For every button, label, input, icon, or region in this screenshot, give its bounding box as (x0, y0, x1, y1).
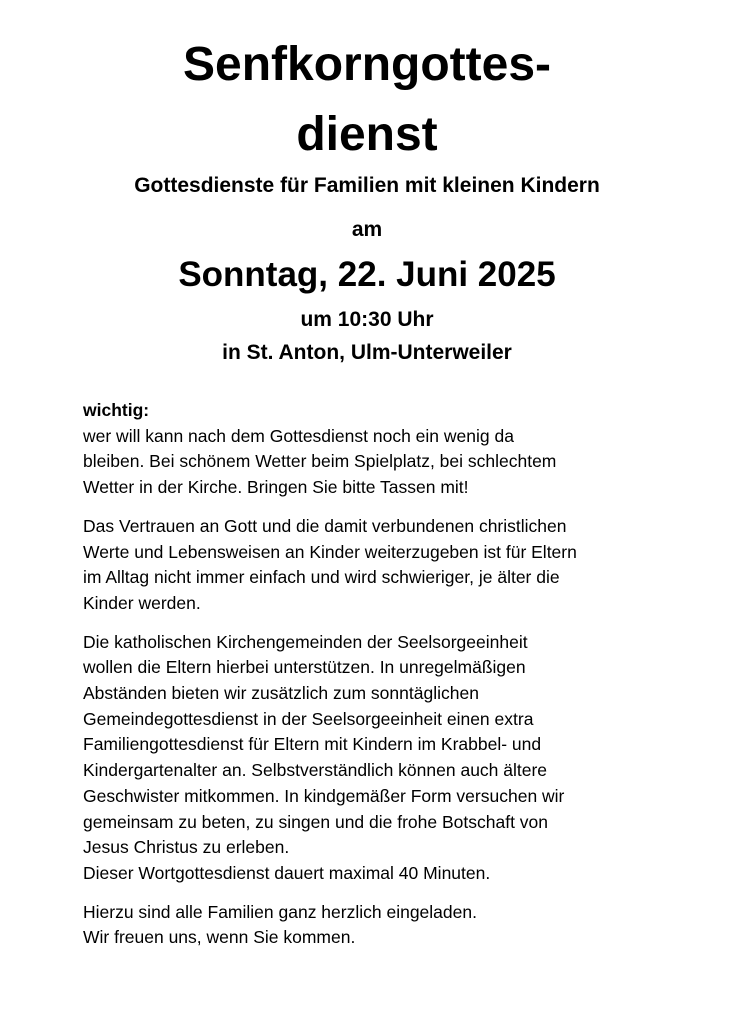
event-location: in St. Anton, Ulm-Unterweiler (222, 341, 512, 364)
paragraph-line: Jesus Christus zu erleben. (83, 837, 290, 858)
paragraph-line: Familiengottesdienst für Eltern mit Kindern im Krabbel- und (83, 734, 542, 755)
closing-paragraph (83, 900, 683, 951)
paragraph-line: Geschwister mitkommen. In kindgemäßer Form versuchen wir (83, 785, 565, 806)
paragraph-line: Abständen bieten wir zusätzlich zum sonntäglichen (83, 683, 479, 704)
paragraph-line: Gemeindegottesdienst in der Seelsorgeeinheit einen extra (83, 708, 534, 729)
body-text (83, 398, 683, 964)
paragraph-line: Kindergartenalter an. Selbstverständlich können auch ältere (83, 760, 548, 781)
closing-line: Wir freuen uns, wenn Sie kommen. (83, 927, 356, 948)
date-prefix: am (351, 218, 383, 241)
notice-paragraph (83, 398, 683, 501)
description-paragraph (83, 630, 683, 887)
paragraph-line: gemeinsam zu beten, zu singen und die frohe Botschaft von (83, 811, 549, 832)
title-line-2: dienst (296, 108, 438, 161)
event-time: um 10:30 Uhr (300, 308, 434, 331)
paragraph-line: im Alltag nicht immer einfach und wird schwieriger, je älter die (83, 567, 560, 588)
notice-label: wichtig: (83, 400, 150, 420)
notice-line: Wetter in der Kirche. Bringen Sie bitte Tassen mit! (83, 477, 469, 498)
event-date: Sonntag, 22. Juni 2025 (178, 255, 556, 294)
notice-line: wer will kann nach dem Gottesdienst noch ein wenig da (83, 425, 514, 446)
paragraph-line: Dieser Wortgottesdienst dauert maximal 40 Minuten. (83, 862, 491, 883)
paragraph-line: wollen die Eltern hierbei unterstützen. In unregelmäßigen (83, 657, 526, 678)
intro-paragraph (83, 514, 683, 617)
paragraph-line: Die katholischen Kirchengemeinden der Seelsorgeeinheit (83, 631, 528, 652)
paragraph-line: Das Vertrauen an Gott und die damit verbundenen christlichen (83, 515, 567, 536)
subtitle: Gottesdienste für Familien mit kleinen Kindern (134, 174, 600, 197)
paragraph-line: Werte und Lebensweisen an Kinder weiterzugeben ist für Eltern (83, 541, 577, 562)
title-line-1: Senfkorngottes- (182, 38, 551, 91)
paragraph-line: Kinder werden. (83, 592, 201, 613)
notice-line: bleiben. Bei schönem Wetter beim Spielplatz, bei schlechtem (83, 451, 557, 472)
closing-line: Hierzu sind alle Familien ganz herzlich eingeladen. (83, 901, 477, 922)
